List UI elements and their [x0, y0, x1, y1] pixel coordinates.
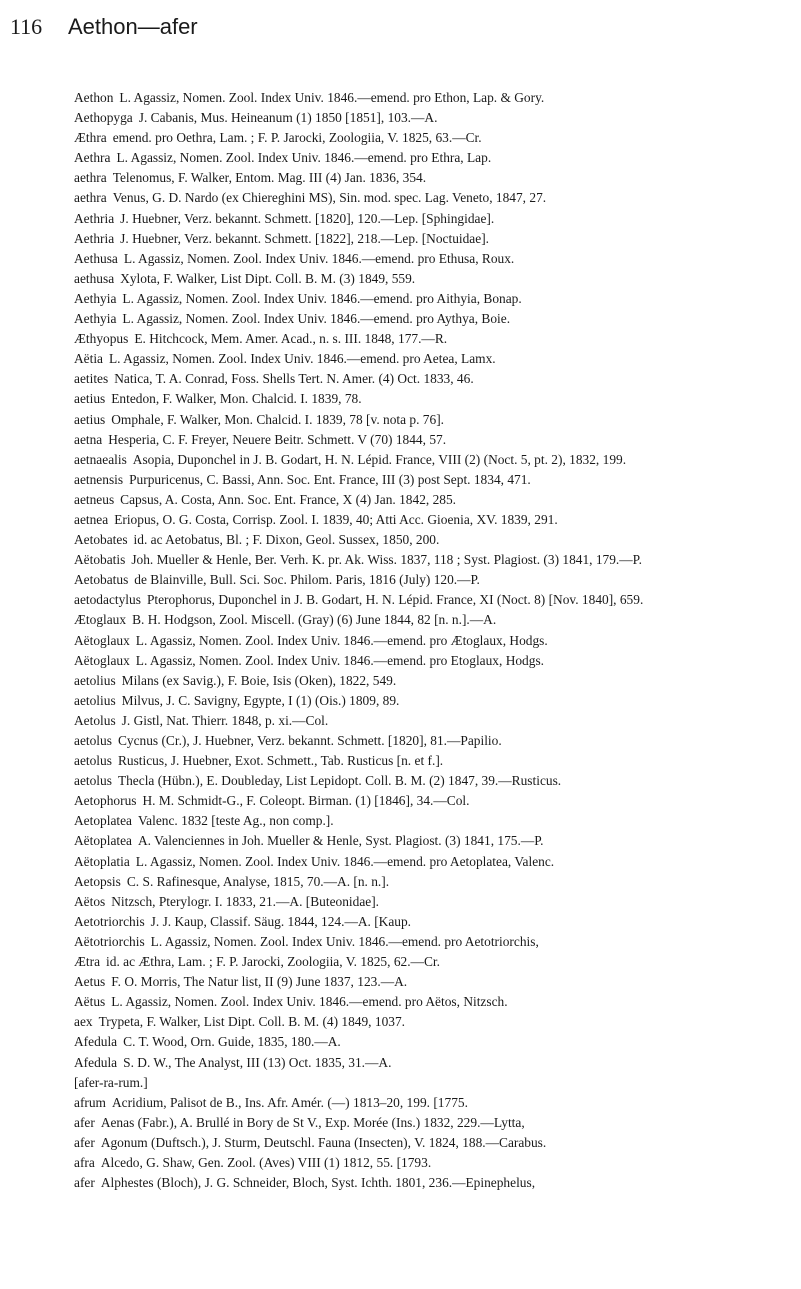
entry-name: Afedula [74, 1054, 118, 1070]
entry-name: Aëtus [74, 994, 106, 1010]
entry-name: Afedula [74, 1034, 118, 1050]
entry-text: Acridium, Palisot de B., Ins. Afr. Amér. (—) 1813–20, 199. [1775. [111, 1094, 468, 1110]
entry-text: Omphale, F. Walker, Mon. Chalcid. I. 1839, 78 [v. nota p. 76]. [111, 411, 445, 427]
entry-text: J. Cabanis, Mus. Heineanum (1) 1850 [1851], 103.—A. [138, 110, 438, 126]
entry-text: Thecla (Hübn.), E. Doubleday, List Lepidopt. Coll. B. M. (2) 1847, 39.—Rusticus. [117, 773, 562, 789]
entry-text: Milans (ex Savig.), F. Boie, Isis (Oken), 1822, 549. [121, 672, 397, 688]
entry-text: de Blainville, Bull. Sci. Soc. Philom. Paris, 1816 (July) 120.—P. [134, 572, 480, 588]
list-item [74, 309, 791, 329]
entry-text: Trypeta, F. Walker, List Dipt. Coll. B. M. (4) 1849, 1037. [98, 1014, 406, 1030]
list-item [74, 872, 791, 892]
list-item [74, 450, 791, 470]
list-item [74, 470, 791, 490]
entry-name: aex [74, 1014, 93, 1030]
entry-text: L. Agassiz, Nomen. Zool. Index Univ. 1846.—emend. pro Aetea, Lamx. [109, 351, 496, 367]
entry-text: F. O. Morris, The Natur list, II (9) June 1837, 123.—A. [111, 974, 408, 990]
list-item [74, 952, 791, 972]
entry-name: Aethon [74, 90, 114, 105]
entry-text: S. D. W., The Analyst, III (13) Oct. 1835, 31.—A. [123, 1054, 392, 1070]
entry-text: L. Agassiz, Nomen. Zool. Index Univ. 1846.—emend. pro Ethusa, Roux. [123, 250, 515, 266]
entry-name: Aëtia [74, 351, 103, 367]
list-item [74, 1032, 791, 1052]
entry-text: Capsus, A. Costa, Ann. Soc. Ent. France, X (4) Jan. 1842, 285. [120, 491, 457, 507]
entry-name: afer [74, 1175, 95, 1191]
list-item [74, 992, 791, 1012]
entry-text: L. Agassiz, Nomen. Zool. Index Univ. 1846.—emend. pro Ætoglaux, Hodgs. [135, 632, 548, 648]
entry-text: L. Agassiz, Nomen. Zool. Index Univ. 1846.—emend. pro Etoglaux, Hodgs. [135, 652, 545, 668]
list-item [74, 1133, 791, 1153]
entry-text: Pterophorus, Duponchel in J. B. Godart, H. N. Lépid. France, XI (Noct. 8) [Nov. 1840], 659. [146, 592, 644, 608]
entry-name: Æthyopus [74, 331, 129, 347]
list-item [74, 791, 791, 811]
list-item [74, 249, 791, 269]
entry-name: Aëtoglaux [74, 632, 130, 648]
list-item [74, 932, 791, 952]
list-item [74, 1073, 791, 1093]
entry-text: L. Agassiz, Nomen. Zool. Index Univ. 1846.—emend. pro Aythya, Boie. [122, 311, 511, 327]
entry-text: H. M. Schmidt-G., F. Coleopt. Birman. (1) [1846], 34.—Col. [142, 793, 470, 809]
list-item [74, 1153, 791, 1173]
entry-name: Aetophorus [74, 793, 137, 809]
list-item [74, 1113, 791, 1133]
entry-name: Aetobates [74, 532, 128, 548]
list-item [74, 430, 791, 450]
entry-text: L. Agassiz, Nomen. Zool. Index Univ. 1846.—emend. pro Aëtos, Nitzsch. [111, 994, 508, 1010]
entry-name: afra [74, 1154, 95, 1170]
list-item [74, 188, 791, 208]
entry-text: C. S. Rafinesque, Analyse, 1815, 70.—A. [n. n.]. [126, 873, 390, 889]
running-title: Aethon—afer [68, 14, 198, 39]
entry-text: Purpuricenus, C. Bassi, Ann. Soc. Ent. France, III (3) post Sept. 1834, 471. [129, 471, 531, 487]
entry-name: afer [74, 1134, 95, 1150]
entry-text: Hesperia, C. F. Freyer, Neuere Beitr. Schmett. V (70) 1844, 57. [108, 431, 447, 447]
list-item [74, 631, 791, 651]
entry-name: aetneus [74, 491, 115, 507]
entry-name: Aetolus [74, 712, 116, 728]
list-item [74, 610, 791, 630]
entry-text: J. J. Kaup, Classif. Säug. 1844, 124.—A. [Kaup. [150, 913, 412, 929]
list-item [74, 1053, 791, 1073]
list-item [74, 168, 791, 188]
entry-name: aetolius [74, 692, 116, 708]
entry-name: Æthra [74, 130, 107, 146]
entry-name: aetolus [74, 753, 112, 769]
entry-text: Cycnus (Cr.), J. Huebner, Verz. bekannt. Schmett. [1820], 81.—Papilio. [117, 733, 502, 748]
entry-name: Aëtotriorchis [74, 933, 145, 949]
list-item [74, 671, 791, 691]
entry-name: Aethria [74, 210, 115, 226]
entry-text: L. Agassiz, Nomen. Zool. Index Univ. 1846.—emend. pro Ethon, Lap. & Gory. [119, 90, 545, 105]
entry-text: Natica, T. A. Conrad, Foss. Shells Tert. N. Amer. (4) Oct. 1833, 46. [114, 371, 474, 387]
entry-name: aetolus [74, 733, 112, 748]
entry-name: Aetobatus [74, 572, 129, 588]
entry-name: aetites [74, 371, 109, 387]
entry-name: Aethopyga [74, 110, 133, 126]
entry-text: id. ac Æthra, Lam. ; F. P. Jarocki, Zoologiia, V. 1825, 62.—Cr. [106, 954, 440, 970]
entry-name: Aëtobatis [74, 552, 126, 568]
list-item [74, 811, 791, 831]
entry-name: aetolus [74, 773, 112, 789]
page-number: 116 [10, 14, 43, 39]
entry-text: L. Agassiz, Nomen. Zool. Index Univ. 1846.—emend. pro Aetotriorchis, [150, 933, 539, 949]
entry-name: aetius [74, 391, 106, 407]
entry-name: afrum [74, 1094, 106, 1110]
entry-name: aetnaealis [74, 451, 127, 467]
list-item [74, 349, 791, 369]
entry-name: Aëtoplatia [74, 853, 130, 869]
list-item [74, 711, 791, 731]
entry-name: aetodactylus [74, 592, 141, 608]
list-item [74, 269, 791, 289]
list-item [74, 229, 791, 249]
entry-name: Aetus [74, 974, 106, 990]
entry-text: Nitzsch, Pterylogr. I. 1833, 21.—A. [Buteonidae]. [111, 893, 380, 909]
list-item [74, 912, 791, 932]
entry-text: Alphestes (Bloch), J. G. Schneider, Bloch, Syst. Ichth. 1801, 236.—Epinephelus, [100, 1175, 536, 1191]
entry-name: Aëtoplatea [74, 833, 132, 849]
list-item [74, 1173, 791, 1193]
entry-text: Milvus, J. C. Savigny, Egypte, I (1) (Ois.) 1809, 89. [121, 692, 400, 708]
entry-name: Aethria [74, 230, 115, 246]
list-item [74, 831, 791, 851]
list-item [74, 731, 791, 751]
entry-text: Eriopus, O. G. Costa, Corrisp. Zool. I. 1839, 40; Atti Acc. Gioenia, XV. 1839, 291. [114, 511, 558, 527]
entry-text: Telenomus, F. Walker, Entom. Mag. III (4) Jan. 1836, 354. [112, 170, 427, 186]
entry-name: Ætra [74, 954, 101, 970]
list-item [74, 329, 791, 349]
list-item [74, 852, 791, 872]
list-item [74, 369, 791, 389]
entry-text: Rusticus, J. Huebner, Exot. Schmett., Tab. Rusticus [n. et f.]. [117, 753, 444, 769]
entry-text: id. ac Aetobatus, Bl. ; F. Dixon, Geol. Sussex, 1850, 200. [133, 532, 440, 548]
list-item [74, 1012, 791, 1032]
entry-name: Ætoglaux [74, 612, 127, 628]
entry-text: Valenc. 1832 [teste Ag., non comp.]. [138, 813, 334, 829]
entry-name: aetnea [74, 511, 109, 527]
entry-name: aethra [74, 170, 107, 186]
list-item [74, 128, 791, 148]
entry-text: Joh. Mueller & Henle, Ber. Verh. K. pr. Ak. Wiss. 1837, 118 ; Syst. Plagiost. (3) 1841, 179.—P. [131, 552, 642, 568]
entry-text: A. Valenciennes in Joh. Mueller & Henle, Syst. Plagiost. (3) 1841, 175.—P. [138, 833, 544, 849]
list-item [74, 148, 791, 168]
entry-name: Aethra [74, 150, 111, 166]
entry-text: Agonum (Duftsch.), J. Sturm, Deutschl. Fauna (Insecten), V. 1824, 188.—Carabus. [100, 1134, 547, 1150]
list-item [74, 892, 791, 912]
entry-text: E. Hitchcock, Mem. Amer. Acad., n. s. III. 1848, 177.—R. [134, 331, 448, 347]
entry-name: aetius [74, 411, 106, 427]
entry-list [74, 88, 791, 1193]
entry-name: Aëtoglaux [74, 652, 130, 668]
page-header [10, 14, 791, 40]
entry-text: L. Agassiz, Nomen. Zool. Index Univ. 1846.—emend. pro Aithyia, Bonap. [122, 290, 522, 306]
list-item [74, 550, 791, 570]
list-item [74, 972, 791, 992]
list-item [74, 490, 791, 510]
list-item [74, 590, 791, 610]
list-item [74, 510, 791, 530]
list-item [74, 651, 791, 671]
entry-name: Aethusa [74, 250, 118, 266]
entry-text: L. Agassiz, Nomen. Zool. Index Univ. 1846.—emend. pro Aetoplatea, Valenc. [135, 853, 555, 869]
entry-text: Venus, G. D. Nardo (ex Chiereghini MS), Sin. mod. spec. Lag. Veneto, 1847, 27. [112, 190, 547, 206]
list-item [74, 570, 791, 590]
entry-name: Aetopsis [74, 873, 121, 889]
entry-text: Asopia, Duponchel in J. B. Godart, H. N. Lépid. France, VIII (2) (Noct. 5, pt. 2), 1832, 199. [132, 451, 627, 467]
entry-text: B. H. Hodgson, Zool. Miscell. (Gray) (6) June 1844, 82 [n. n.].—A. [132, 612, 497, 628]
list-item [74, 410, 791, 430]
entry-text: Aenas (Fabr.), A. Brullé in Bory de St V., Exp. Morée (Ins.) 1832, 229.—Lytta, [100, 1114, 525, 1130]
entry-name: Aetoplatea [74, 813, 132, 829]
entry-name: [afer-ra-rum.] [74, 1074, 148, 1090]
entry-name: Aëtos [74, 893, 106, 909]
entry-text: Alcedo, G. Shaw, Gen. Zool. (Aves) VIII (1) 1812, 55. [1793. [100, 1154, 432, 1170]
entry-name: Aethyia [74, 311, 117, 327]
entry-text: emend. pro Oethra, Lam. ; F. P. Jarocki, Zoologiia, V. 1825, 63.—Cr. [112, 130, 482, 146]
list-item [74, 771, 791, 791]
entry-text: J. Huebner, Verz. bekannt. Schmett. [1820], 120.—Lep. [Sphingidae]. [120, 210, 495, 226]
entry-text: L. Agassiz, Nomen. Zool. Index Univ. 1846.—emend. pro Ethra, Lap. [116, 150, 492, 166]
list-item [74, 209, 791, 229]
list-item [74, 389, 791, 409]
list-item [74, 108, 791, 128]
entry-name: aetolius [74, 672, 116, 688]
list-item [74, 1093, 791, 1113]
list-item [74, 530, 791, 550]
entry-text: Xylota, F. Walker, List Dipt. Coll. B. M. (3) 1849, 559. [120, 270, 416, 286]
entry-name: aethra [74, 190, 107, 206]
list-item [74, 289, 791, 309]
list-item [74, 751, 791, 771]
list-item [74, 88, 791, 108]
entry-text: C. T. Wood, Orn. Guide, 1835, 180.—A. [123, 1034, 341, 1050]
entry-text: J. Huebner, Verz. bekannt. Schmett. [1822], 218.—Lep. [Noctuidae]. [120, 230, 489, 246]
entry-name: aetnensis [74, 471, 124, 487]
entry-text: J. Gistl, Nat. Thierr. 1848, p. xi.—Col. [121, 712, 329, 728]
entry-name: Aethyia [74, 290, 117, 306]
entry-name: aethusa [74, 270, 115, 286]
entry-name: Aetotriorchis [74, 913, 145, 929]
entry-text: Entedon, F. Walker, Mon. Chalcid. I. 1839, 78. [111, 391, 362, 407]
entry-name: aetna [74, 431, 103, 447]
entry-name: afer [74, 1114, 95, 1130]
list-item [74, 691, 791, 711]
